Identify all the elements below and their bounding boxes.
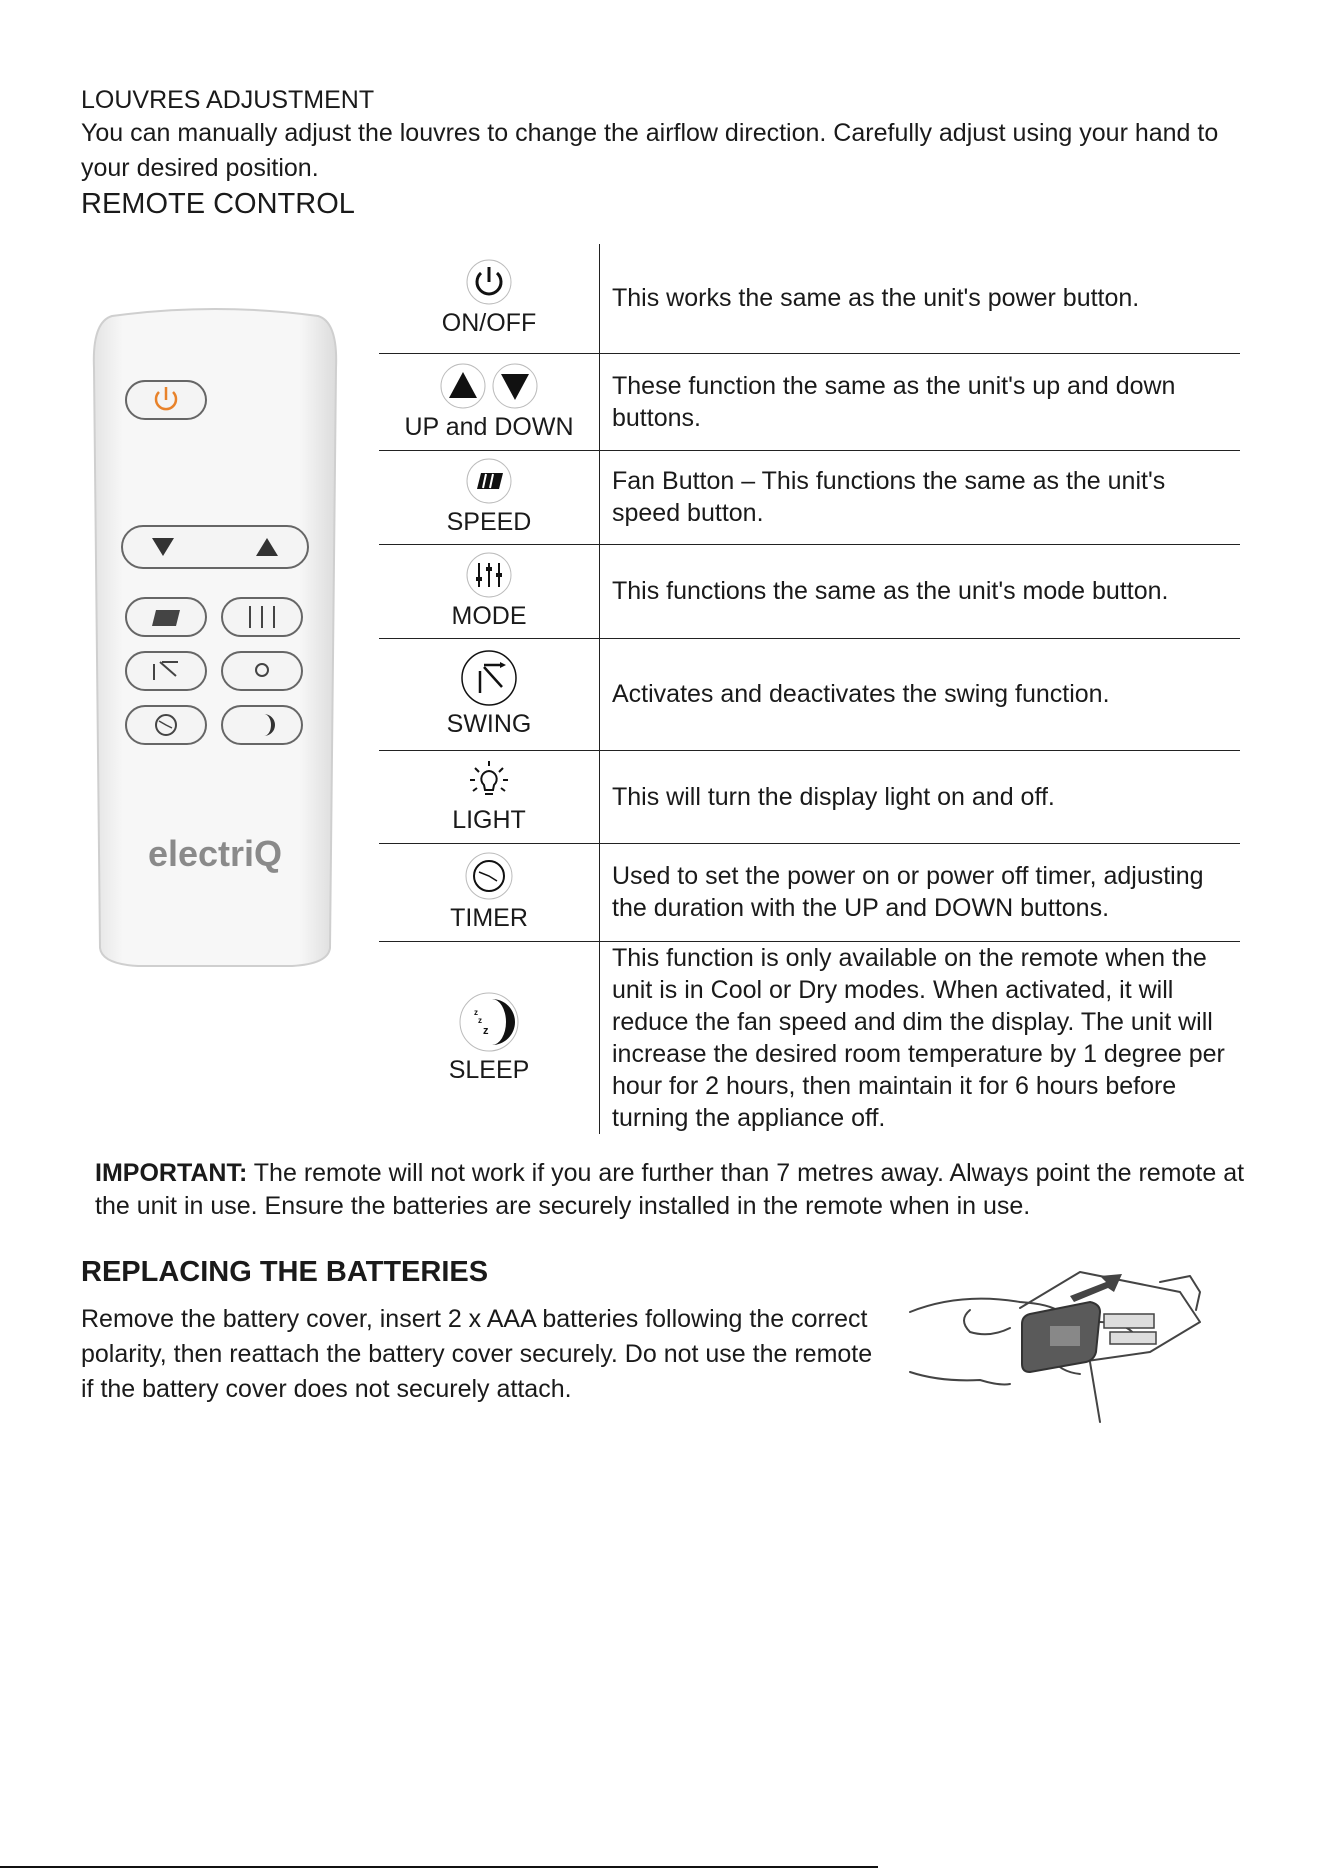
important-note xyxy=(95,1157,1245,1223)
power-icon xyxy=(465,258,513,306)
row-description: These function the same as the unit's up and down buttons. xyxy=(600,353,1241,450)
svg-text:z: z xyxy=(478,1015,482,1025)
row-description: Activates and deactivates the swing function. xyxy=(600,638,1241,750)
louvres-title: LOUVRES ADJUSTMENT xyxy=(81,86,375,114)
batteries-title: REPLACING THE BATTERIES xyxy=(81,1256,489,1288)
sleep-icon xyxy=(458,991,520,1053)
row-label: MODE xyxy=(451,602,527,630)
row-description: This functions the same as the unit's mode button. xyxy=(600,544,1241,638)
table-row xyxy=(379,450,1240,544)
light-icon xyxy=(467,759,511,803)
table-row xyxy=(379,843,1240,941)
row-label: UP and DOWN xyxy=(404,412,574,441)
swing-icon xyxy=(460,649,518,707)
row-label: SPEED xyxy=(446,508,532,536)
fan-speed-icon xyxy=(465,457,513,505)
row-description: Fan Button – This functions the same as the unit's speed button. xyxy=(600,450,1241,544)
remote-control-illustration xyxy=(92,308,338,968)
remote-control-title: REMOTE CONTROL xyxy=(81,188,355,220)
table-row xyxy=(379,544,1240,638)
batteries-text: Remove the battery cover, insert 2 x AAA batteries following the correct polarity, then reattach the battery cover securely. Do not use the remote if the battery cover does not securely attach. xyxy=(81,1305,873,1403)
row-description: This will turn the display light on and off. xyxy=(600,750,1241,843)
important-text: The remote will not work if you are further than 7 metres away. Always point the remote at the unit in use. Ensure the batteries are securely installed in the remote when in use. xyxy=(95,1159,1245,1220)
svg-text:z: z xyxy=(474,1007,478,1017)
row-label: TIMER xyxy=(450,904,528,932)
table-row xyxy=(379,638,1240,750)
row-description: This function is only available on the remote when the unit is in Cool or Dry modes. When activated, it will reduce the fan speed and dim the display. The unit will increase the desired room temperature by 1 degree per hour for 2 hours, then maintain it for 6 hours before turning the appliance off. xyxy=(600,941,1241,1134)
important-lead: IMPORTANT: xyxy=(95,1159,248,1187)
timer-icon xyxy=(464,851,514,901)
row-label: SWING xyxy=(446,710,532,738)
up-down-icon xyxy=(437,362,541,410)
row-label: SLEEP xyxy=(448,1055,530,1084)
footer-rule xyxy=(0,1866,878,1868)
louvres-text: You can manually adjust the louvres to change the airflow direction. Carefully adjust using your hand to your desired position. xyxy=(81,119,1219,182)
row-description: This works the same as the unit's power button. xyxy=(612,284,1140,313)
brand-logo: electriQ xyxy=(147,833,283,874)
row-label: LIGHT xyxy=(452,805,526,834)
table-row xyxy=(379,750,1240,843)
table-row xyxy=(379,941,1240,1134)
table-row xyxy=(379,353,1240,450)
battery-replacement-illustration xyxy=(900,1262,1220,1434)
svg-text:z: z xyxy=(483,1024,489,1037)
table-row xyxy=(379,244,1240,353)
remote-functions-table xyxy=(379,244,1240,1134)
mode-icon xyxy=(465,551,513,599)
row-label: ON/OFF xyxy=(441,309,537,338)
row-description: Used to set the power on or power off timer, adjusting the duration with the UP and DOWN buttons. xyxy=(600,843,1241,941)
